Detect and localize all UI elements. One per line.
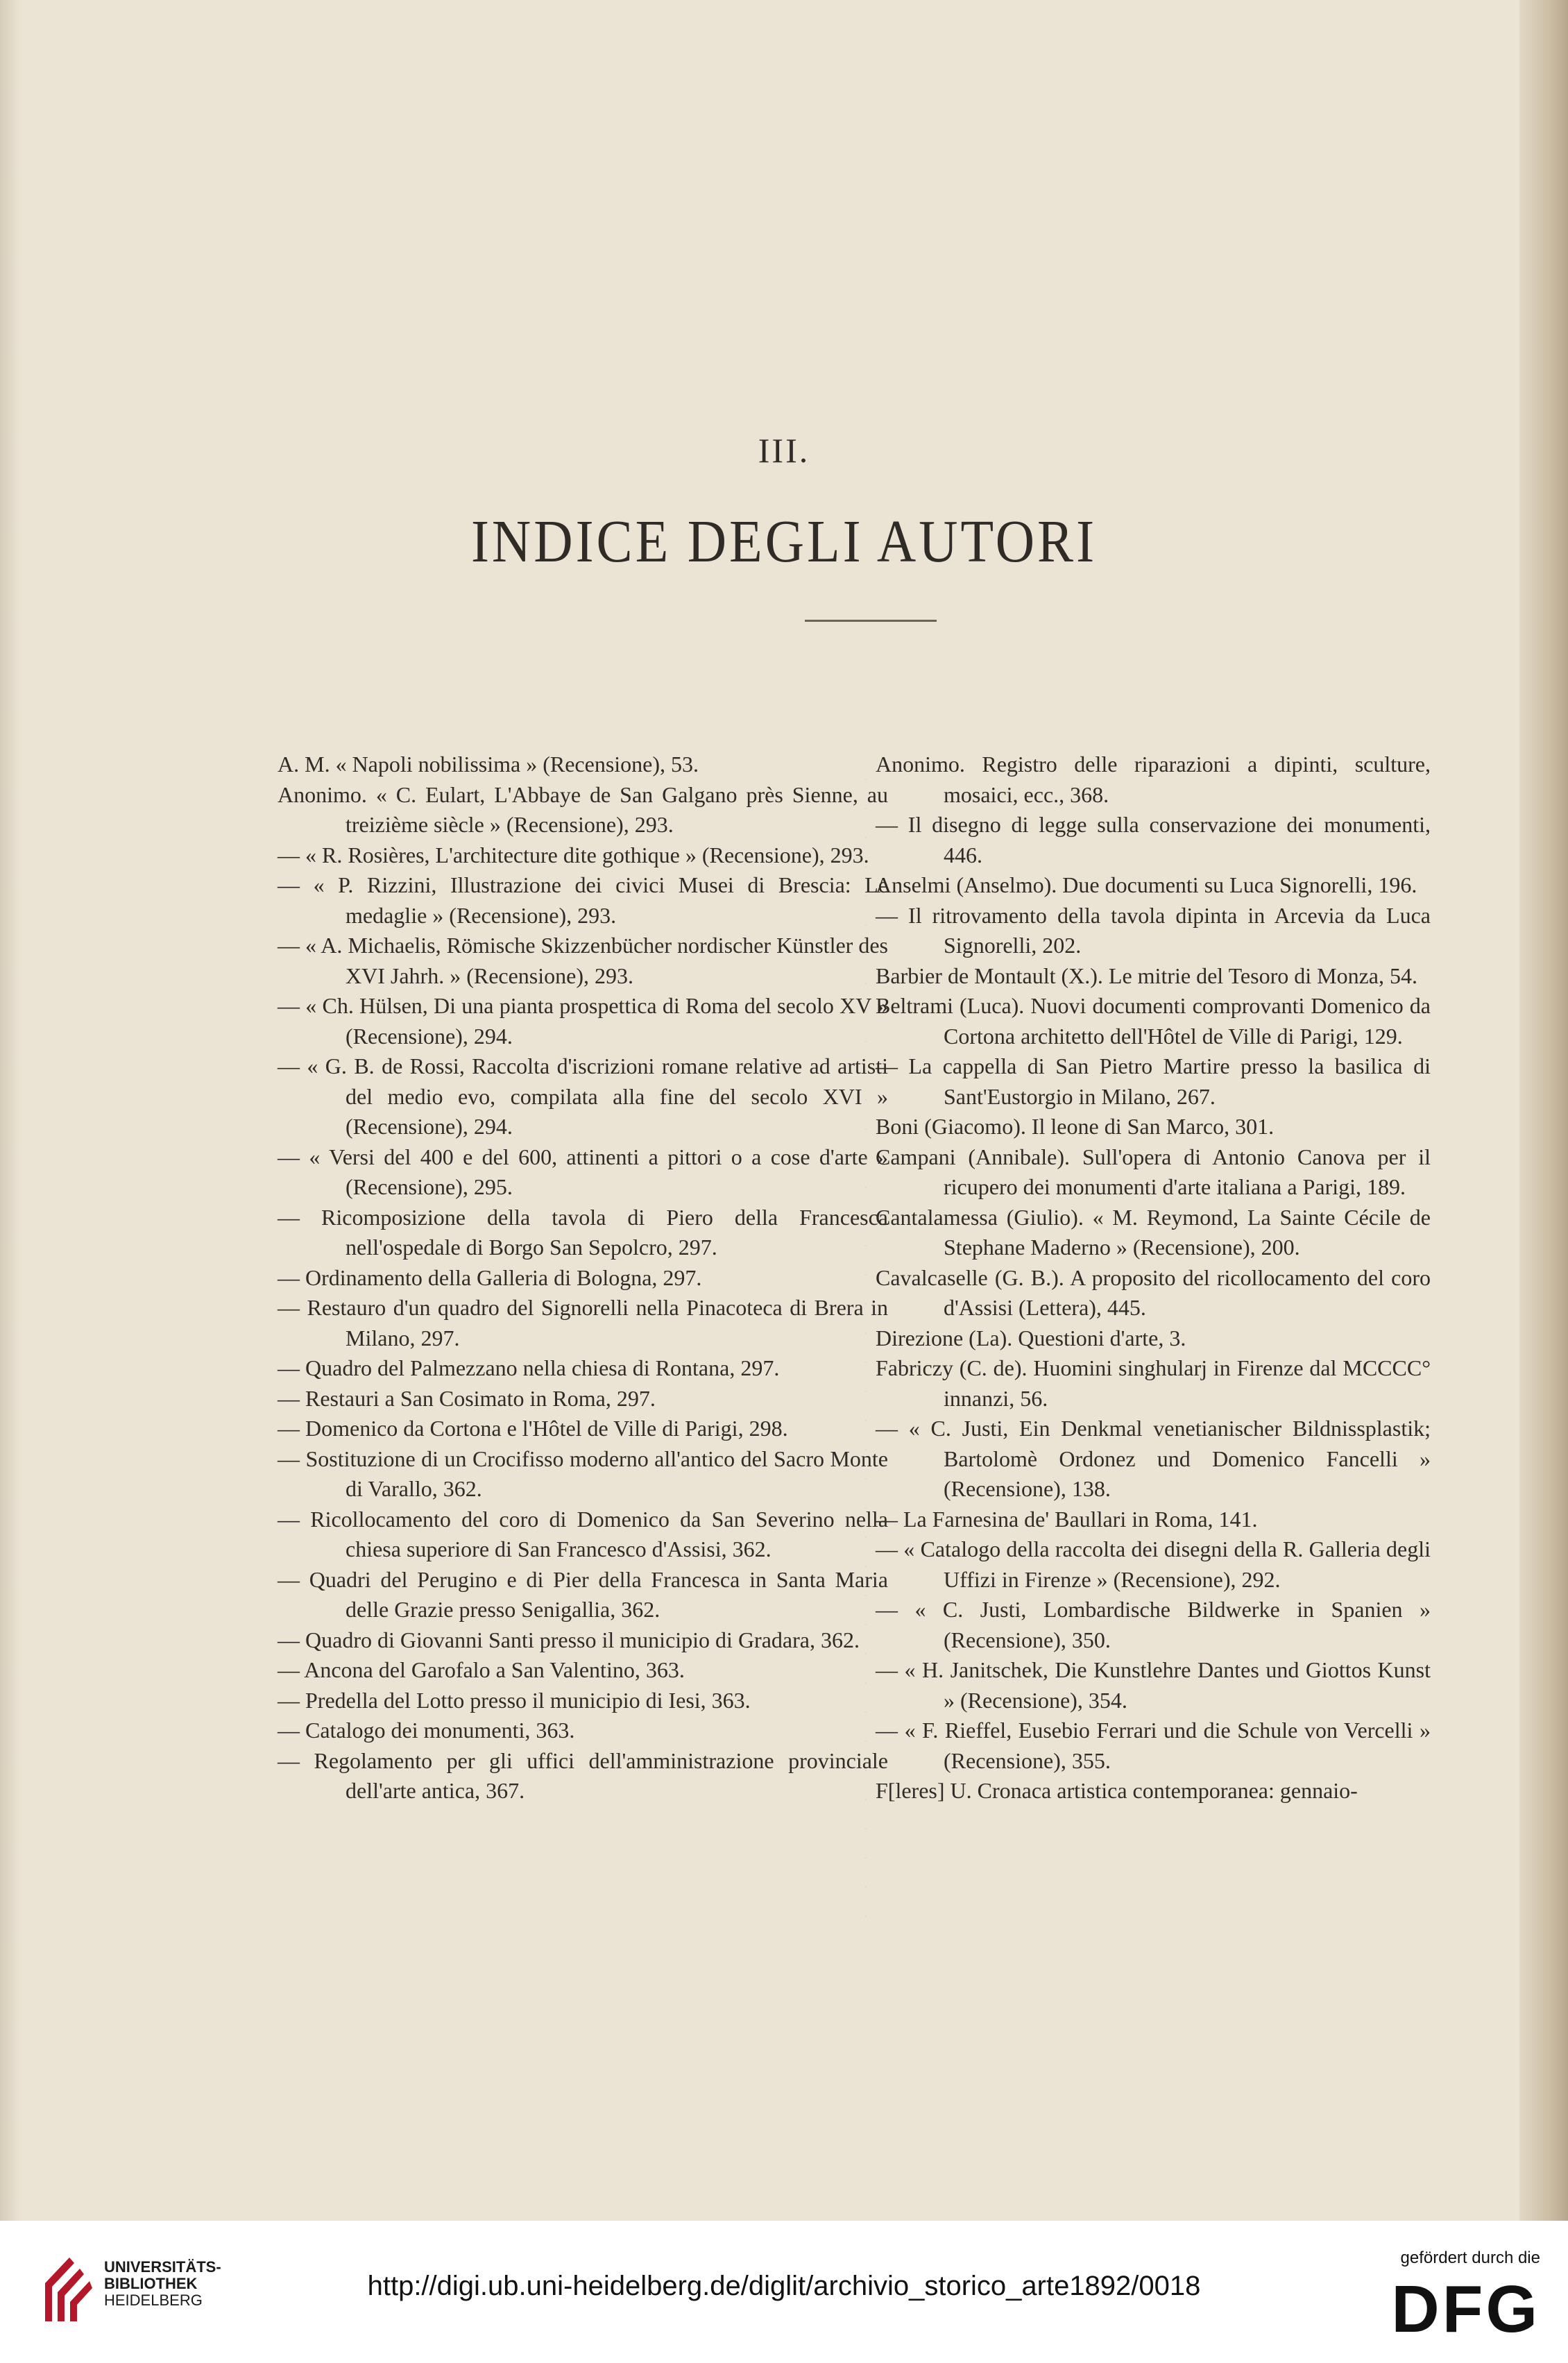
library-name-line: BIBLIOTHEK (104, 2275, 198, 2292)
index-entry: — Quadri del Perugino e di Pier della Francesca in Santa Maria delle Grazie presso Senigallia, 362. (278, 1566, 888, 1622)
index-entry: — « Versi del 400 e del 600, attinenti a pittori o a cose d'arte » (Recensione), 295. (278, 1144, 888, 1199)
index-entry: — « R. Rosières, L'architecture dite gothique » (Recensione), 293. (278, 842, 869, 867)
index-entry: — Sostituzione di un Crocifisso moderno all'antico del Sacro Monte di Varallo, 362. (278, 1446, 888, 1501)
title-divider (805, 620, 937, 622)
index-entry: Direzione (La). Questioni d'arte, 3. (876, 1325, 1186, 1350)
index-entry: — Predella del Lotto presso il municipio di Iesi, 363. (278, 1687, 751, 1713)
index-entry: — Ricollocamento del coro di Domenico da San Severino nella chiesa superiore di San Francesco d'Assisi, 362. (278, 1506, 888, 1561)
index-entry: — « C. Justi, Ein Denkmal venetianischer Bildnissplastik; Bartolomè Ordonez und Domenico Fancelli » (Recensione), 138. (876, 1416, 1431, 1501)
page-edge (1519, 0, 1568, 2221)
index-column-right (876, 749, 1431, 1806)
index-entry: — Quadro del Palmezzano nella chiesa di Rontana, 297. (278, 1355, 780, 1380)
index-entry: — Ancona del Garofalo a San Valentino, 363. (278, 1657, 685, 1682)
index-entry: — « F. Rieffel, Eusebio Ferrari und die Schule von Vercelli » (Recensione), 355. (876, 1718, 1431, 1773)
index-entry: — Ricomposizione della tavola di Piero della Francesca nell'ospedale di Borgo San Sepolcro, 297. (278, 1204, 888, 1260)
index-entry: Anonimo. « C. Eulart, L'Abbaye de San Galgano près Sienne, au treizième siècle » (Recensione), 293. (278, 781, 888, 837)
index-entry: A. M. « Napoli nobilissima » (Recensione), 53. (278, 752, 699, 777)
column-separator (865, 751, 867, 1931)
index-entry: — Restauri a San Cosimato in Roma, 297. (278, 1385, 656, 1411)
index-entry: — Restauro d'un quadro del Signorelli nella Pinacoteca di Brera in Milano, 297. (278, 1295, 888, 1350)
index-entry: — Il disegno di legge sulla conservazione dei monumenti, 446. (876, 812, 1431, 867)
index-entry: Cavalcaselle (G. B.). A proposito del ricollocamento del coro d'Assisi (Lettera), 445. (876, 1264, 1431, 1320)
index-entry: — « G. B. de Rossi, Raccolta d'iscrizioni romane relative ad artisti del medio evo, compilata alla fine del secolo XVI » (Recensione), 294. (278, 1053, 888, 1139)
dfg-logo[interactable]: DFG (1391, 2272, 1540, 2346)
index-entry: — La cappella di San Pietro Martire presso la basilica di Sant'Eustorgio in Milano, 267. (876, 1053, 1431, 1109)
index-entry: — Il ritrovamento della tavola dipinta in Arcevia da Luca Signorelli, 202. (876, 902, 1431, 958)
section-number: III. (758, 431, 810, 470)
index-column-left (278, 749, 888, 1806)
index-entry: — Ordinamento della Galleria di Bologna, 297. (278, 1264, 702, 1290)
index-entry: F[leres] U. Cronaca artistica contemporanea: gennaio- (876, 1778, 1358, 1803)
funding-label: gefördert durch die (1400, 2248, 1540, 2267)
index-entry: — Domenico da Cortona e l'Hôtel de Ville di Parigi, 298. (278, 1416, 788, 1441)
index-entry: — « C. Justi, Lombardische Bildwerke in Spanien » (Recensione), 350. (876, 1597, 1431, 1652)
index-entry: — « Ch. Hülsen, Di una pianta prospettica di Roma del secolo XV » (Recensione), 294. (278, 993, 888, 1049)
library-name-line: UNIVERSITÄTS- (104, 2258, 221, 2276)
index-entry: Anselmi (Anselmo). Due documenti su Luca Signorelli, 196. (876, 872, 1417, 897)
index-entry: Beltrami (Luca). Nuovi documenti comprovanti Domenico da Cortona architetto dell'Hôtel de Ville di Parigi, 129. (876, 993, 1431, 1049)
permalink-url[interactable]: http://digi.ub.uni-heidelberg.de/diglit/archivio_storico_arte1892/0018 (367, 2271, 1201, 2301)
viewer-footer (0, 2221, 1568, 2363)
index-entry: — « P. Rizzini, Illustrazione dei civici Musei di Brescia: Le medaglie » (Recensione), 293. (278, 872, 888, 928)
index-entry: — Regolamento per gli uffici dell'amministrazione provinciale dell'arte antica, 367. (278, 1747, 888, 1803)
page-title: INDICE DEGLI AUTORI (470, 507, 1098, 575)
index-entry: — Quadro di Giovanni Santi presso il municipio di Gradara, 362. (278, 1627, 860, 1652)
index-entry: — « Catalogo della raccolta dei disegni della R. Galleria degli Uffizi in Firenze » (Recensione), 292. (876, 1536, 1431, 1592)
page-gutter-shadow (0, 0, 21, 2221)
index-entry: Campani (Annibale). Sull'opera di Antonio Canova per il ricupero dei monumenti d'arte italiana a Parigi, 189. (876, 1144, 1431, 1199)
index-entry: Boni (Giacomo). Il leone di San Marco, 301. (876, 1114, 1275, 1139)
index-entry: — « A. Michaelis, Römische Skizzenbücher nordischer Künstler des XVI Jahrh. » (Recensione), 293. (278, 933, 888, 988)
index-entry: — Catalogo dei monumenti, 363. (278, 1718, 575, 1743)
library-name-line: HEIDELBERG (104, 2292, 203, 2309)
index-entry: Fabriczy (C. de). Huomini singhularj in Firenze dal MCCCC° innanzi, 56. (876, 1355, 1431, 1411)
index-entry: Barbier de Montault (X.). Le mitrie del Tesoro di Monza, 54. (876, 963, 1417, 988)
index-entry: — « H. Janitschek, Die Kunstlehre Dantes und Giottos Kunst » (Recensione), 354. (876, 1657, 1431, 1713)
index-entry: Cantalamessa (Giulio). « M. Reymond, La Sainte Cécile de Stephane Maderno » (Recensione), 200. (876, 1204, 1431, 1260)
index-entry: Anonimo. Registro delle riparazioni a dipinti, sculture, mosaici, ecc., 368. (876, 752, 1431, 807)
index-entry: — La Farnesina de' Baullari in Roma, 141. (876, 1506, 1258, 1532)
